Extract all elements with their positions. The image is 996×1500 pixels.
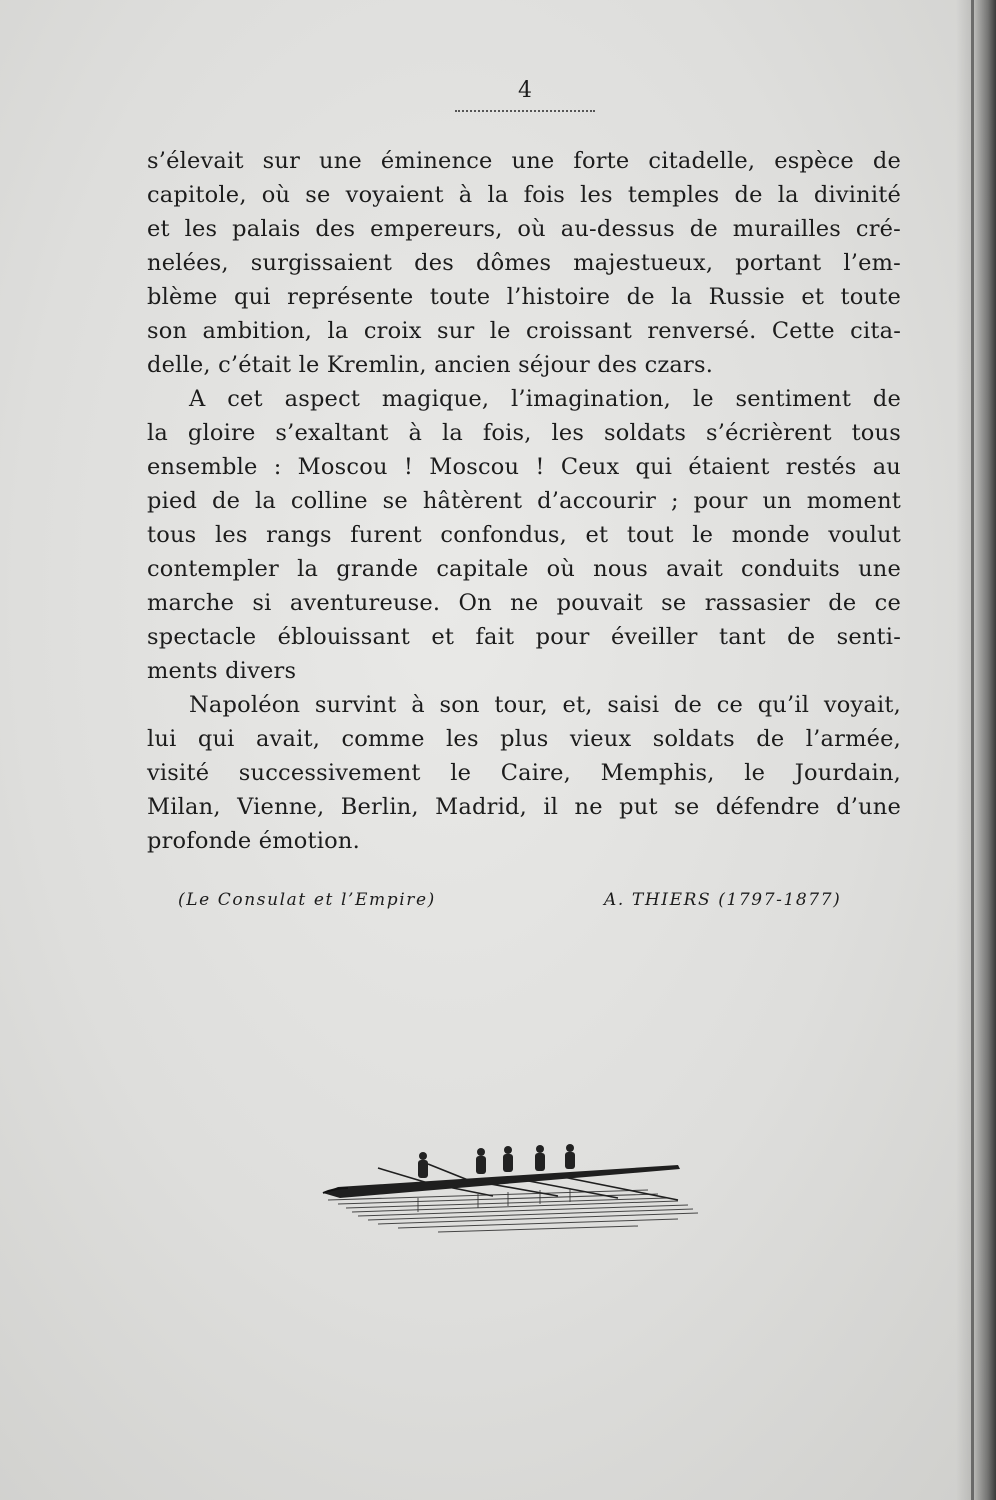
text-line: son ambition, la croix sur le croissant renversé. Cette cita-: [147, 318, 901, 344]
text-line: ensemble : Moscou ! Moscou ! Ceux qui étaient restés au: [147, 454, 901, 480]
water-hatching: [328, 1190, 698, 1232]
text-line: A cet aspect magique, l’imagination, le sentiment de: [189, 386, 901, 412]
text-line: spectacle éblouissant et fait pour éveiller tant de senti-: [147, 624, 901, 650]
paragraph-2: [147, 382, 901, 688]
spine-edge: [971, 0, 974, 1500]
paragraph-3: [147, 688, 901, 858]
text-line: la gloire s’exaltant à la fois, les soldats s’écrièrent tous: [147, 420, 901, 446]
page-number: 4: [518, 78, 532, 103]
boat-hull: [323, 1165, 680, 1198]
text-line: visité successivement le Caire, Memphis, le Jourdain,: [147, 760, 901, 786]
rowers: [418, 1144, 575, 1178]
paragraph-1: [147, 144, 901, 382]
text-line: tous les rangs furent confondus, et tout le monde voulut: [147, 522, 901, 548]
text-line: s’élevait sur une éminence une forte citadelle, espèce de: [147, 148, 901, 174]
attribution-author: A. THIERS (1797-1877): [604, 890, 842, 910]
text-line: delle, c’était le Kremlin, ancien séjour des czars.: [147, 352, 714, 378]
attribution-source: (Le Consulat et l’Empire): [178, 890, 436, 910]
body-text: [147, 144, 901, 858]
text-line: pied de la colline se hâtèrent d’accourir ; pour un moment: [147, 488, 901, 514]
spine-shadow: [956, 0, 996, 1500]
text-line: Milan, Vienne, Berlin, Madrid, il ne put se défendre d’une: [147, 794, 901, 820]
text-line: et les palais des empereurs, où au-dessus de murailles cré-: [147, 216, 901, 242]
page-number-rule: [455, 110, 595, 112]
text-line: marche si aventureuse. On ne pouvait se rassasier de ce: [147, 590, 901, 616]
rowing-boat-engraving: [318, 1138, 718, 1238]
text-line: ments divers: [147, 658, 297, 684]
text-line: lui qui avait, comme les plus vieux soldats de l’armée,: [147, 726, 901, 752]
text-line: blème qui représente toute l’histoire de la Russie et toute: [147, 284, 901, 310]
text-line: capitole, où se voyaient à la fois les temples de la divinité: [147, 182, 901, 208]
text-line: Napoléon survint à son tour, et, saisi de ce qu’il voyait,: [189, 692, 901, 718]
text-line: nelées, surgissaient des dômes majestueux, portant l’em-: [147, 250, 901, 276]
text-line: contempler la grande capitale où nous avait conduits une: [147, 556, 901, 582]
reflections: [418, 1188, 570, 1212]
text-line: profonde émotion.: [147, 828, 360, 854]
